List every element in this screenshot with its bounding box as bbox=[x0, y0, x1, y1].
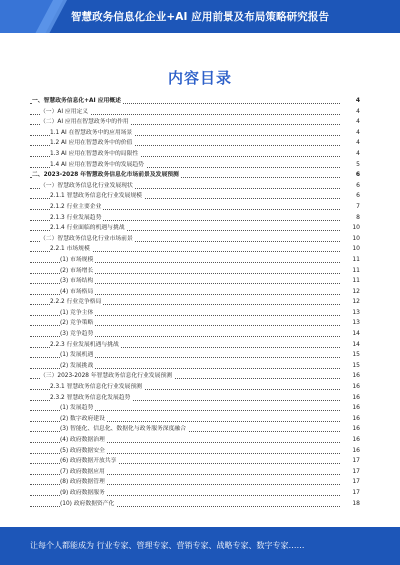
toc-entry-title: 二、2023-2028 年智慧政务信息化市场前景及发展预测 bbox=[32, 172, 179, 179]
toc-entry-text-wrap bbox=[30, 202, 340, 213]
toc-entry-title: 1.3 AI 应用在智慧政务中的局限性 bbox=[50, 150, 139, 157]
toc-entry-page-number: 4 bbox=[356, 149, 360, 157]
toc-entry-text-wrap bbox=[30, 318, 340, 329]
toc-entry[interactable] bbox=[30, 287, 360, 298]
toc-entry-title: 1.4 AI 应用在智慧政务中的发展趋势 bbox=[50, 161, 144, 168]
header-banner bbox=[0, 0, 400, 33]
toc-entry-page-number: 14 bbox=[352, 340, 360, 348]
toc-entry[interactable] bbox=[30, 181, 360, 192]
toc-entry-title: (7) 政府数据应用 bbox=[60, 468, 105, 475]
footer-banner bbox=[0, 527, 400, 565]
toc-entry[interactable] bbox=[30, 446, 360, 457]
toc-entry[interactable] bbox=[30, 371, 360, 382]
toc-entry-title: (4) 政府数据治理 bbox=[60, 437, 105, 443]
toc-entry-page-number: 6 bbox=[356, 181, 360, 189]
toc-entry[interactable] bbox=[30, 213, 360, 224]
toc-entry-page-number: 12 bbox=[352, 298, 360, 306]
toc-entry[interactable] bbox=[30, 149, 360, 160]
toc-entry-text-wrap bbox=[30, 456, 340, 467]
toc-entry-page-number: 4 bbox=[356, 139, 360, 147]
toc-entry-title: (3) 竞争趋势 bbox=[60, 331, 94, 338]
toc-entry-text-wrap bbox=[30, 117, 340, 128]
toc-entry[interactable] bbox=[30, 276, 360, 287]
footer-slogan: 让每个人都能成为 行业专家、管理专家、营销专家、战略专家、数字专家…… bbox=[30, 541, 305, 550]
toc-entry[interactable] bbox=[30, 191, 360, 202]
toc-entry-page-number: 16 bbox=[352, 436, 360, 443]
toc-entry-title: (3) 市场结构 bbox=[60, 278, 94, 285]
toc-entry[interactable] bbox=[30, 424, 360, 435]
toc-entry-title: (10) 政府数据资产化 bbox=[60, 500, 115, 507]
toc-entry[interactable] bbox=[30, 329, 360, 340]
toc-entry-text-wrap bbox=[30, 308, 340, 319]
toc-entry-page-number: 10 bbox=[352, 234, 360, 242]
toc-entry-title: (1) 发展趋势 bbox=[60, 405, 94, 412]
toc-entry-text-wrap bbox=[30, 213, 340, 224]
toc-entry-title: (2) 数字政府建设 bbox=[60, 415, 105, 422]
toc-entry-text-wrap bbox=[30, 191, 340, 202]
toc-entry[interactable] bbox=[30, 244, 360, 255]
toc-entry-page-number: 16 bbox=[352, 404, 360, 412]
toc-entry[interactable] bbox=[30, 467, 360, 478]
toc-entry-page-number: 6 bbox=[356, 192, 360, 200]
toc-entry[interactable] bbox=[30, 117, 360, 128]
toc-entry[interactable] bbox=[30, 350, 360, 361]
toc-entry[interactable] bbox=[30, 414, 360, 425]
toc-entry-title: 2.2.3 行业发展机遇与挑战 bbox=[50, 341, 119, 348]
toc-entry-text-wrap bbox=[30, 107, 340, 118]
toc-entry-title: 2.3.1 智慧政务信息化行业发展预测 bbox=[50, 384, 142, 391]
table-of-contents bbox=[30, 96, 360, 509]
toc-entry-page-number: 15 bbox=[352, 361, 360, 369]
toc-entry-page-number: 16 bbox=[352, 393, 360, 401]
toc-entry[interactable] bbox=[30, 202, 360, 213]
toc-entry[interactable] bbox=[30, 488, 360, 499]
toc-entry-text-wrap bbox=[30, 350, 340, 361]
toc-entry-title: (1) 发展机遇 bbox=[60, 352, 94, 359]
toc-entry[interactable] bbox=[30, 435, 360, 446]
toc-entry-text-wrap bbox=[30, 128, 340, 139]
toc-entry[interactable] bbox=[30, 308, 360, 319]
toc-entry-page-number: 10 bbox=[352, 224, 360, 232]
toc-entry-title: (1) 竞争主体 bbox=[60, 309, 94, 316]
toc-entry-text-wrap bbox=[30, 96, 340, 107]
toc-entry-title: （一）AI 应用定义 bbox=[40, 108, 89, 115]
toc-entry-text-wrap bbox=[30, 266, 340, 277]
toc-entry-text-wrap bbox=[30, 371, 340, 382]
toc-entry-title: (6) 政府数据开放共享 bbox=[60, 458, 117, 465]
toc-entry-page-number: 8 bbox=[356, 213, 360, 221]
toc-entry-text-wrap bbox=[30, 488, 340, 499]
toc-entry-page-number: 16 bbox=[352, 372, 360, 380]
toc-entry-page-number: 17 bbox=[352, 457, 360, 465]
toc-entry-page-number: 17 bbox=[352, 478, 360, 486]
toc-entry[interactable] bbox=[30, 96, 360, 107]
toc-entry-page-number: 17 bbox=[352, 488, 360, 496]
toc-entry-page-number: 14 bbox=[352, 330, 360, 338]
toc-entry[interactable] bbox=[30, 318, 360, 329]
toc-entry-page-number: 16 bbox=[352, 425, 360, 433]
toc-entry-text-wrap bbox=[30, 276, 340, 287]
toc-entry-text-wrap bbox=[30, 255, 340, 266]
toc-entry-page-number: 13 bbox=[352, 319, 360, 327]
toc-entry-page-number: 4 bbox=[356, 118, 360, 126]
toc-entry-title: 2.1.1 智慧政务信息化行业发展规模 bbox=[50, 193, 142, 200]
toc-entry-text-wrap bbox=[30, 244, 340, 255]
toc-entry-text-wrap bbox=[30, 467, 340, 478]
toc-entry[interactable] bbox=[30, 403, 360, 414]
toc-entry-page-number: 5 bbox=[356, 160, 360, 168]
toc-entry[interactable] bbox=[30, 266, 360, 277]
toc-entry-text-wrap bbox=[30, 393, 340, 404]
toc-entry-text-wrap bbox=[30, 149, 340, 160]
toc-entry-title: (8) 政府数据管理 bbox=[60, 479, 105, 486]
toc-entry[interactable] bbox=[30, 255, 360, 266]
toc-entry[interactable] bbox=[30, 382, 360, 393]
toc-entry-page-number: 18 bbox=[352, 499, 360, 507]
toc-entry-title: （三）2023-2028 年智慧政务信息化行业发展预测 bbox=[40, 373, 172, 380]
toc-entry-title: 2.2.2 行业竞争格局 bbox=[50, 299, 102, 306]
toc-entry-text-wrap bbox=[30, 297, 340, 308]
toc-entry[interactable] bbox=[30, 170, 360, 181]
toc-entry-page-number: 4 bbox=[355, 97, 360, 104]
toc-entry[interactable] bbox=[30, 234, 360, 245]
toc-entry-title: (2) 竞争策略 bbox=[60, 320, 94, 327]
toc-entry[interactable] bbox=[30, 340, 360, 351]
toc-entry-text-wrap bbox=[30, 170, 340, 181]
toc-entry-text-wrap bbox=[30, 287, 340, 298]
toc-entry-text-wrap bbox=[30, 403, 340, 414]
toc-entry-page-number: 16 bbox=[352, 446, 360, 454]
toc-entry[interactable] bbox=[30, 393, 360, 404]
toc-entry[interactable] bbox=[30, 160, 360, 171]
toc-entry-text-wrap bbox=[30, 414, 340, 425]
toc-entry[interactable] bbox=[30, 456, 360, 467]
toc-entry[interactable] bbox=[30, 297, 360, 308]
toc-entry-title: (5) 政府数据安全 bbox=[60, 447, 105, 454]
toc-entry-title: 2.1.3 行业发展趋势 bbox=[50, 214, 102, 221]
report-title: 智慧政务信息化企业+AI 应用前景及布局策略研究报告 bbox=[70, 11, 330, 23]
toc-entry-title: （二）智慧政务信息化行业市场前景 bbox=[40, 235, 133, 242]
toc-entry-text-wrap bbox=[30, 477, 340, 488]
toc-entry-page-number: 16 bbox=[352, 383, 360, 391]
toc-entry-page-number: 11 bbox=[352, 255, 360, 263]
toc-entry-title: （一）智慧政务信息化行业发展现状 bbox=[40, 182, 133, 189]
toc-entry-text-wrap bbox=[30, 499, 340, 510]
toc-heading: 内容目录 bbox=[167, 69, 232, 87]
toc-entry-text-wrap bbox=[30, 223, 340, 234]
toc-entry-page-number: 11 bbox=[352, 277, 360, 285]
toc-entry[interactable] bbox=[30, 499, 360, 510]
toc-entry[interactable] bbox=[30, 223, 360, 234]
toc-entry[interactable] bbox=[30, 361, 360, 372]
toc-entry-text-wrap bbox=[30, 138, 340, 149]
toc-entry-title: (2) 发展挑战 bbox=[60, 362, 94, 369]
toc-entry-text-wrap bbox=[30, 446, 340, 457]
toc-entry-page-number: 13 bbox=[352, 308, 360, 316]
toc-entry-page-number: 10 bbox=[352, 245, 360, 253]
toc-entry-title: 2.1.2 行业主要企业 bbox=[50, 203, 102, 210]
toc-entry-page-number: 7 bbox=[356, 202, 360, 210]
toc-entry-page-number: 4 bbox=[356, 128, 360, 136]
toc-entry-title: 1.2 AI 应用在智慧政务中的价值 bbox=[50, 140, 133, 147]
toc-entry-text-wrap bbox=[30, 424, 340, 435]
toc-entry-page-number: 15 bbox=[352, 351, 360, 359]
toc-entry-title: 1.1 AI 在智慧政务中的应用场景 bbox=[50, 129, 133, 136]
toc-entry[interactable] bbox=[30, 107, 360, 118]
toc-entry-title: 2.2.1 市场规模 bbox=[50, 246, 90, 253]
toc-entry-text-wrap bbox=[30, 435, 340, 446]
toc-entry-page-number: 16 bbox=[352, 414, 360, 422]
toc-entry-page-number: 12 bbox=[352, 287, 360, 295]
toc-entry[interactable] bbox=[30, 477, 360, 488]
toc-entry-title: （二）AI 应用在智慧政务中的作用 bbox=[40, 119, 129, 126]
toc-entry-title: 一、智慧政务信息化+AI 应用概述 bbox=[32, 98, 121, 104]
toc-entry-title: (1) 市场规模 bbox=[60, 256, 94, 263]
toc-entry-page-number: 6 bbox=[355, 171, 360, 179]
toc-entry-page-number: 11 bbox=[352, 266, 360, 274]
toc-entry-text-wrap bbox=[30, 181, 340, 192]
toc-entry-title: (3) 智能化、信息化、数据化与政务服务深度融合 bbox=[60, 426, 186, 433]
toc-entry[interactable] bbox=[30, 138, 360, 149]
toc-entry-text-wrap bbox=[30, 234, 340, 245]
toc-entry[interactable] bbox=[30, 128, 360, 139]
toc-entry-text-wrap bbox=[30, 361, 340, 372]
toc-entry-text-wrap bbox=[30, 329, 340, 340]
toc-entry-title: (9) 政府数据服务 bbox=[60, 489, 105, 496]
toc-entry-page-number: 4 bbox=[356, 107, 360, 115]
toc-entry-text-wrap bbox=[30, 340, 340, 351]
toc-entry-title: (2) 市场增长 bbox=[60, 267, 94, 274]
toc-entry-title: 2.3.2 智慧政务信息化发展趋势 bbox=[50, 394, 131, 401]
toc-entry-text-wrap bbox=[30, 382, 340, 393]
toc-entry-page-number: 17 bbox=[352, 467, 360, 475]
toc-entry-title: 2.1.4 行业面临的机遇与挑战 bbox=[50, 225, 125, 232]
toc-entry-text-wrap bbox=[30, 160, 340, 171]
toc-entry-title: (4) 市场格局 bbox=[60, 288, 94, 295]
